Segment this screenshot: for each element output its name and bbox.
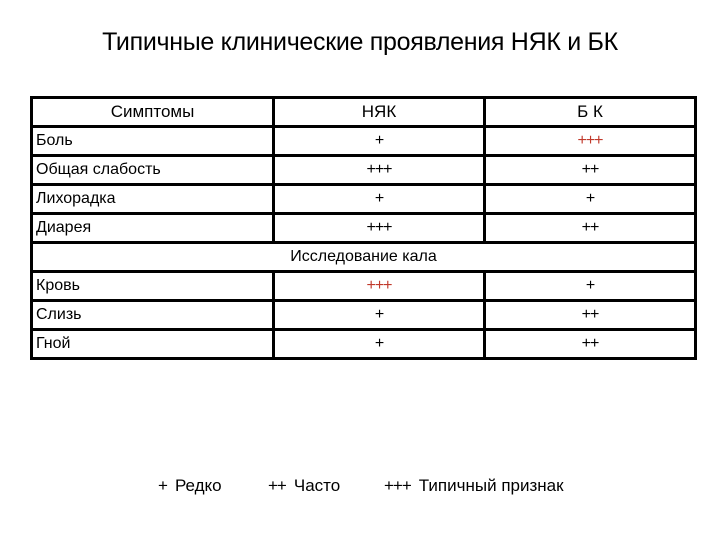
symptom-cell: Диарея [32, 214, 274, 243]
bk-value: ++ [485, 156, 696, 185]
nyak-value: + [274, 301, 485, 330]
legend-label: Часто [293, 476, 341, 495]
nyak-value: + [274, 185, 485, 214]
table-row [32, 127, 696, 156]
legend-label: Редко [174, 476, 222, 495]
nyak-value: + [274, 330, 485, 359]
symptom-cell: Слизь [32, 301, 274, 330]
nyak-value: + [274, 127, 485, 156]
nyak-value: +++ [274, 156, 485, 185]
symptom-cell: Боль [32, 127, 274, 156]
nyak-value: +++ [274, 214, 485, 243]
header-nyak: НЯК [274, 98, 485, 127]
symptom-cell: Общая слабость [32, 156, 274, 185]
legend-item-typical [384, 476, 564, 496]
bk-value: + [485, 272, 696, 301]
table-row [32, 272, 696, 301]
symptom-cell: Лихорадка [32, 185, 274, 214]
symptom-cell: Кровь [32, 272, 274, 301]
legend-item-often [268, 476, 340, 496]
nyak-value: +++ [274, 272, 485, 301]
table-row [32, 214, 696, 243]
legend-symbol: +++ [384, 476, 411, 495]
section-title: Исследование кала [32, 243, 696, 272]
table-row [32, 330, 696, 359]
bk-value: ++ [485, 330, 696, 359]
table-row [32, 301, 696, 330]
symptom-cell: Гной [32, 330, 274, 359]
bk-value: +++ [485, 127, 696, 156]
symptoms-table [30, 96, 697, 360]
table-row [32, 156, 696, 185]
bk-value: + [485, 185, 696, 214]
section-row [32, 243, 696, 272]
legend-item-rare [158, 476, 222, 496]
bk-value: ++ [485, 301, 696, 330]
slide-title: Типичные клинические проявления НЯК и БК [102, 28, 618, 56]
header-symptoms: Симптомы [32, 98, 274, 127]
table-header-row [32, 98, 696, 127]
header-bk: Б К [485, 98, 696, 127]
bk-value: ++ [485, 214, 696, 243]
legend-symbol: ++ [268, 476, 286, 495]
legend-label: Типичный признак [418, 476, 564, 495]
table-row [32, 185, 696, 214]
legend-symbol: + [158, 476, 167, 495]
